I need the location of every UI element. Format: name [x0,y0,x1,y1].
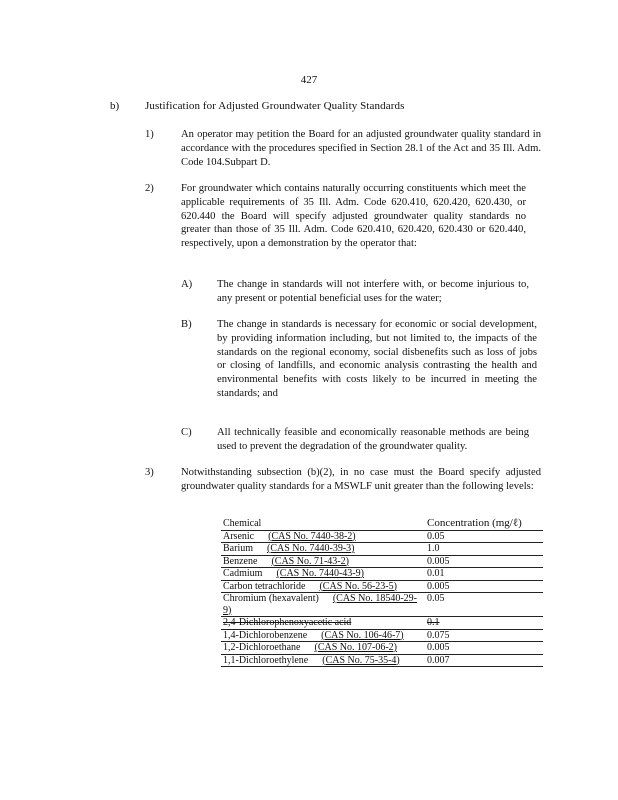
table-row [221,543,543,556]
subitem-text-a: The change in standards will not interfere with, or become injurious to, any present or potential beneficial uses for the water; [217,279,529,304]
cas-number: (CAS No. 107-06-2) [314,642,397,653]
item-text-3: Notwithstanding subsection (b)(2), in no case must the Board specify adjusted groundwater quality standards for a MSWLF unit greater than the following levels: [181,467,541,492]
chemical-cell [221,642,425,655]
concentration-header: Concentration (mg/ℓ) [425,518,543,530]
chemical-name: Arsenic [223,530,255,542]
concentration-value: 0.005 [425,580,543,593]
chemical-cell [221,580,425,593]
concentration-value: 0.05 [425,530,543,543]
concentration-value: 0.01 [425,568,543,581]
cas-number: (CAS No. 7440-38-2) [268,530,356,542]
chemical-name: Chromium (hexavalent) [223,593,319,604]
cas-number: (CAS No. 106-46-7) [321,629,404,641]
subitem-marker-b: B) [181,319,192,330]
table-row [221,642,543,655]
concentration-value: 0.007 [425,654,543,667]
chemical-cell [221,617,425,630]
item-marker-1: 1) [145,129,154,140]
section-heading: Justification for Adjusted Groundwater Quality Standards [145,100,405,112]
concentration-value: 1.0 [425,543,543,556]
chemical-name: 1,4-Dichlorobenzene [223,629,308,641]
subitem-marker-a: A) [181,279,193,290]
chemical-cell [221,530,425,543]
chemical-cell [221,654,425,667]
chemical-name: Barium [223,543,253,554]
cas-number: (CAS No. 7440-43-9) [276,568,364,579]
table-body [221,530,543,667]
item-text-2: For groundwater which contains naturally occurring constituents which meet the applicable requirements of 35 Ill. Adm. Code 620.410, 620.420, 620.430, or 620.440 the Board will specify adjusted groundwater quality standards no greater than those of 35 Ill. Adm. Code 620.410, 620.420, 620.430 or 620.440, respectively, upon a demonstration by the operator that: [181,183,526,250]
concentration-value: 0.005 [425,642,543,655]
chemical-cell [221,593,425,617]
subitem-marker-c: C) [181,427,192,438]
item-marker-3: 3) [145,467,154,478]
concentration-value: 0.05 [425,593,543,617]
table-row [221,568,543,581]
concentration-value: 0.075 [425,629,543,642]
chemical-name: Carbon tetrachloride [223,580,306,592]
cas-number: (CAS No. 75-35-4) [322,654,400,666]
table-row [221,654,543,667]
table-row [221,617,543,630]
chemical-cell [221,543,425,556]
item-text-1: An operator may petition the Board for an adjusted groundwater quality standard in accordance with the procedures specified in Section 28.1 of the Act and 35 Ill. Adm. Code 104.Subpart D. [181,129,541,168]
concentration-value: 0.005 [425,555,543,568]
chemical-name: Benzene [223,555,258,567]
table-row [221,593,543,617]
subitem-text-c: All technically feasible and economically reasonable methods are being used to prevent the degradation of the groundwater quality. [217,427,529,452]
cas-number: (CAS No. 71-43-2) [271,555,349,567]
chemical-cell [221,629,425,642]
table-row [221,580,543,593]
chemical-name: 2,4-Dichlorophenoxyacetic acid [223,617,352,628]
chemical-name: Cadmium [223,568,263,579]
concentration-value: 0.1 [425,617,543,630]
chemical-name: 1,1-Dichloroethylene [223,654,309,666]
page-number: 427 [300,74,318,86]
table-row [221,629,543,642]
item-marker-2: 2) [145,183,154,194]
section-marker: b) [110,100,120,112]
cas-number: (CAS No. 18540-29-9) [223,593,417,616]
concentration-table [221,518,543,667]
chemical-header: Chemical [221,518,425,530]
chemical-name: 1,2-Dichloroethane [223,642,301,653]
subitem-text-b: The change in standards is necessary for economic or social development, by providing information including, but not limited to, the impacts of the standards on the regional economy, social disbenefits such as loss of jobs or closing of landfills, and economic analysis contrasting the health and environmental benefits with costs likely to be incurred in meeting the standards; and [217,319,537,399]
table-row [221,530,543,543]
chemical-cell [221,568,425,581]
cas-number: (CAS No. 7440-39-3) [267,543,355,554]
table-row [221,555,543,568]
chemical-cell [221,555,425,568]
cas-number: (CAS No. 56-23-5) [319,580,397,592]
